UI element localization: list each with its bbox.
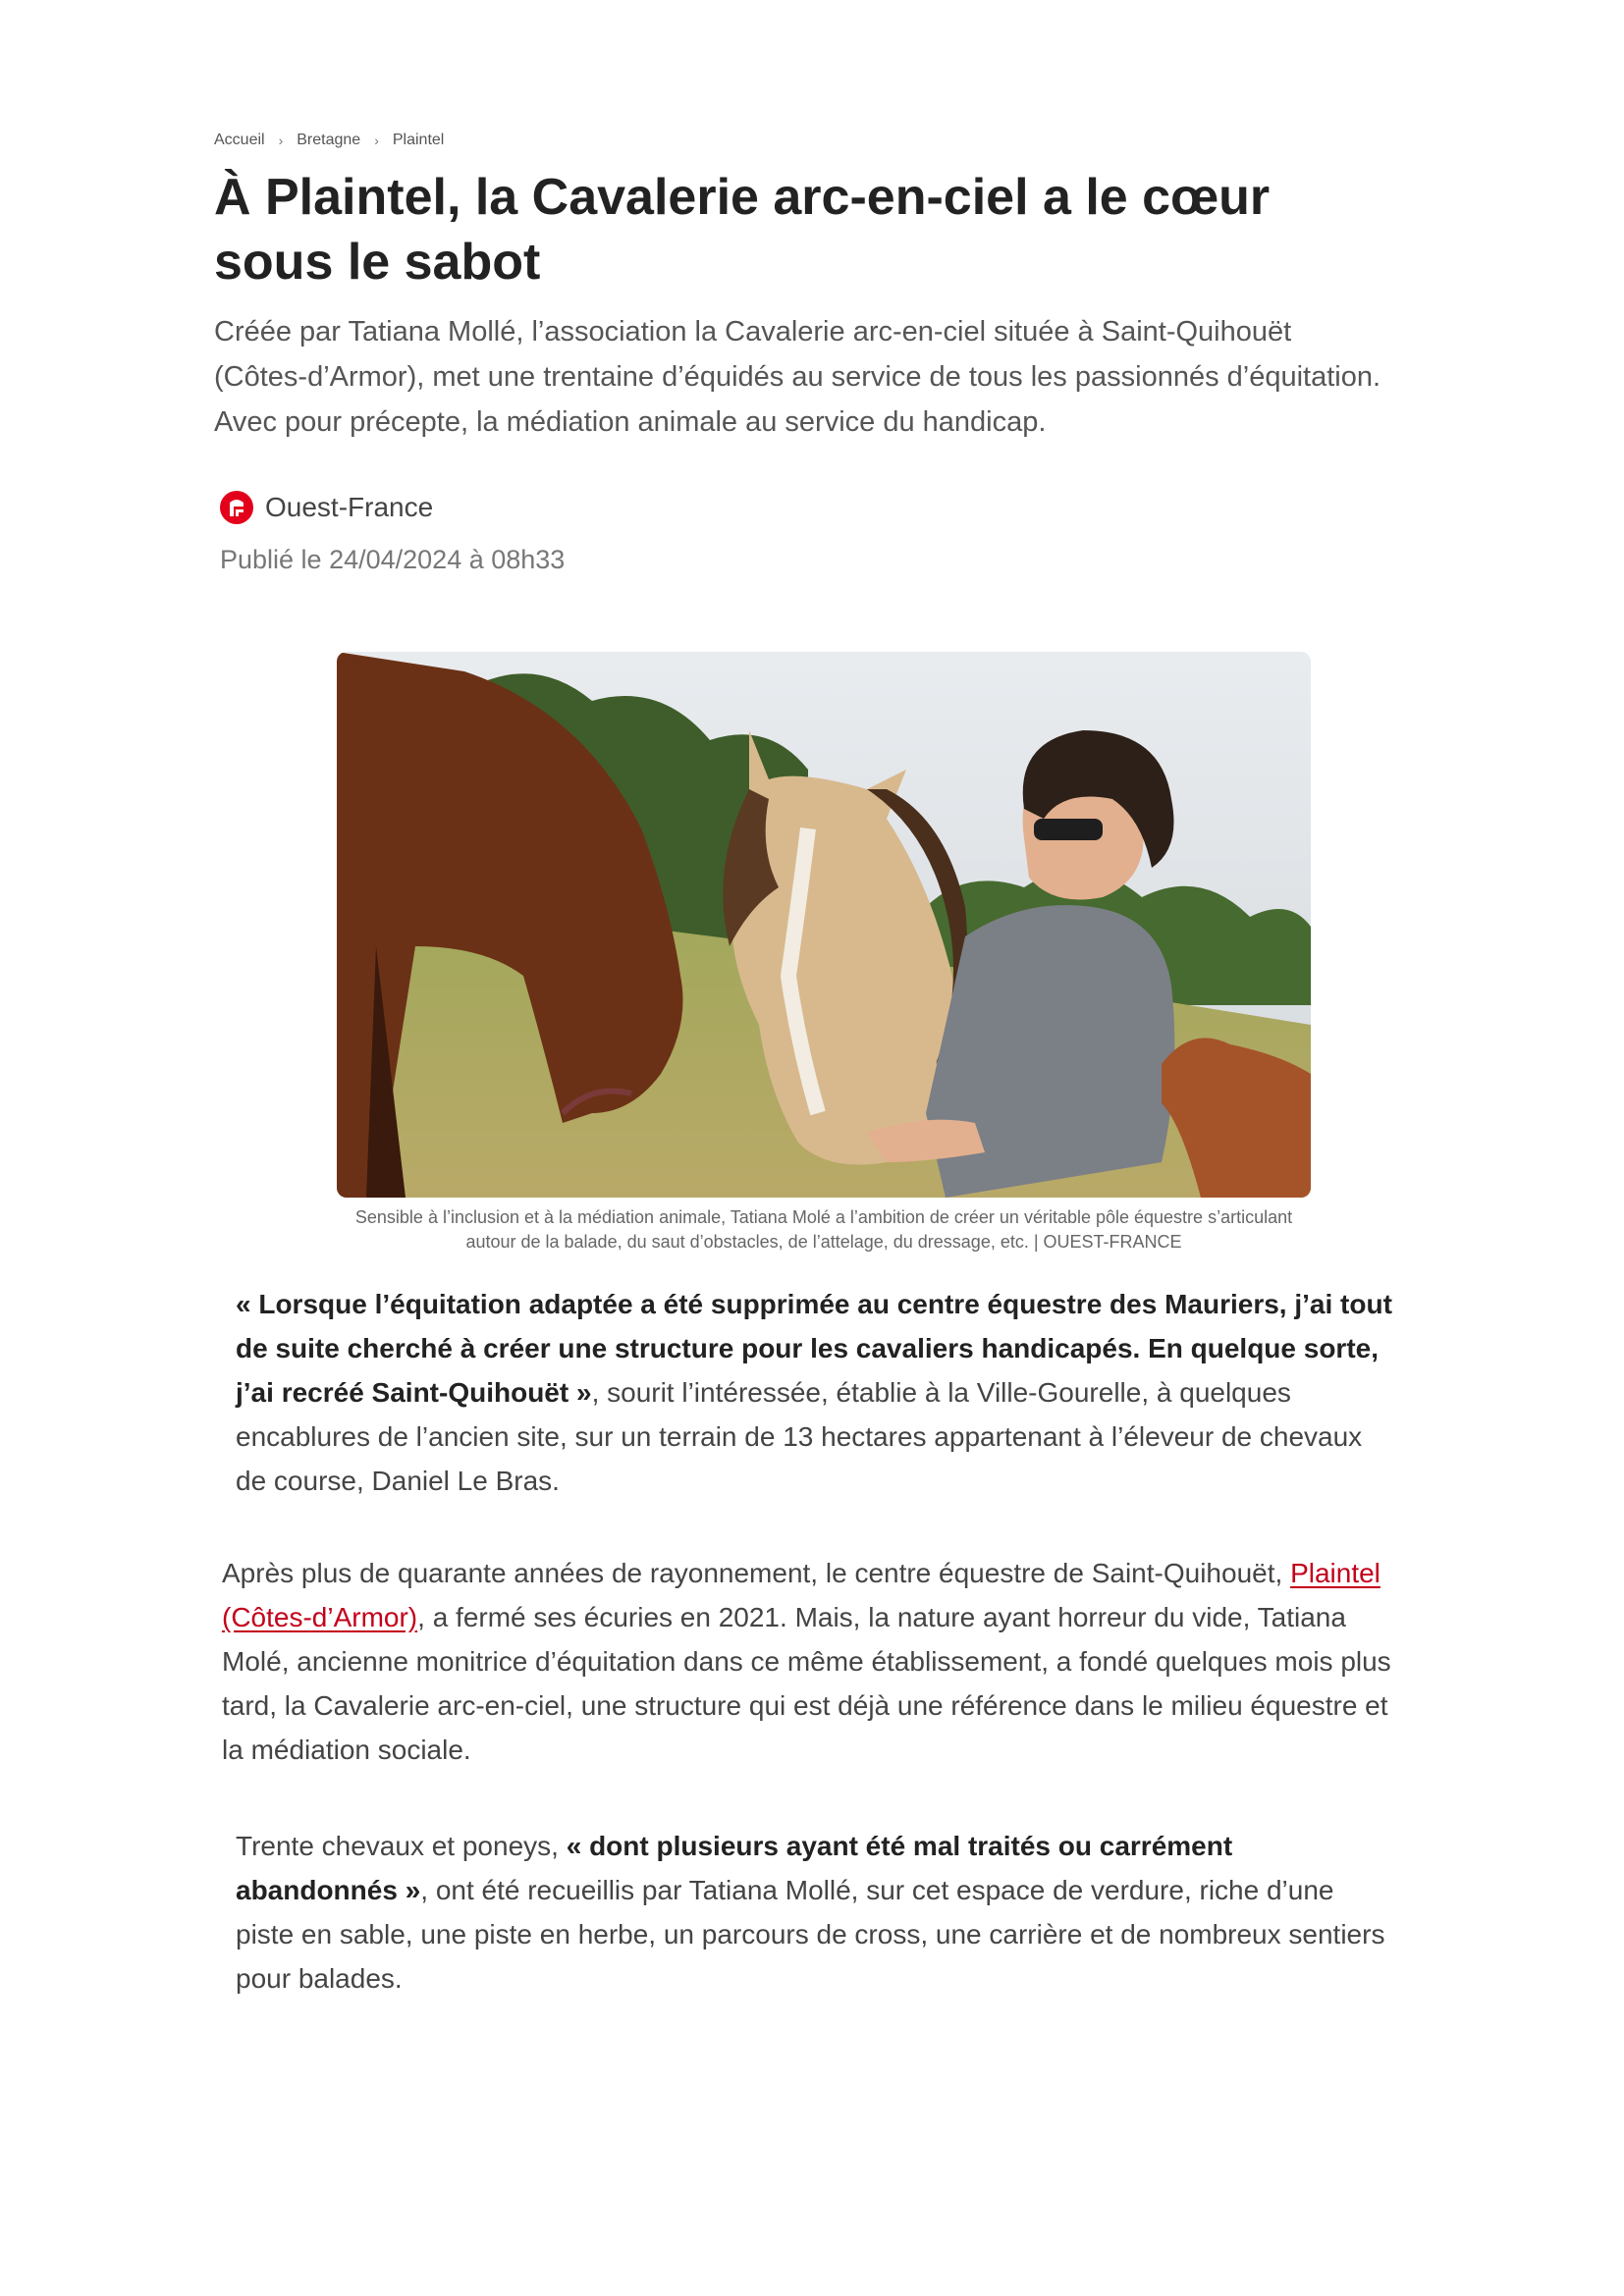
chevron-right-icon: ›: [278, 133, 284, 148]
paragraph-2-text-after: , a fermé ses écuries en 2021. Mais, la nature ayant horreur du vide, Tatiana Molé, ancienne monitrice d’équitation dans ce même établissement, a fondé quelques mois plus tard, la Cavalerie arc-en-ciel, une structure qui est déjà une référence dans le milieu équestre et la médiation sociale.: [222, 1602, 1391, 1765]
article-source[interactable]: [220, 491, 433, 524]
breadcrumb-home-link[interactable]: Accueil: [214, 132, 265, 148]
paragraph-3: [236, 1824, 1394, 2001]
paragraph-3-quote: « dont plusieurs ayant été mal traités ou carrément abandonnés »: [236, 1831, 1233, 1905]
breadcrumb-city-link[interactable]: Plaintel: [392, 132, 445, 148]
published-date: Publié le 24/04/2024 à 08h33: [220, 545, 566, 574]
source-name: Ouest-France: [265, 492, 434, 522]
ouest-france-logo-icon: [220, 491, 253, 524]
article-photo[interactable]: [337, 652, 1311, 1198]
breadcrumb: [214, 132, 444, 149]
chevron-right-icon: ›: [374, 133, 379, 148]
horses-photo-illustration: [337, 652, 1311, 1198]
article-lead: Créée par Tatiana Mollé, l’association la Cavalerie arc-en-ciel située à Saint-Quihouët (Côtes-d’Armor), met une trentaine d’équidés au service de tous les passionnés d’équitation. Avec pour précepte, la médiation animale au service du handicap.: [214, 316, 1381, 438]
breadcrumb-region-link[interactable]: Bretagne: [297, 132, 361, 148]
paragraph-2-text-before: Après plus de quarante années de rayonnement, le centre équestre de Saint-Quihouët,: [222, 1558, 1291, 1588]
photo-caption: Sensible à l’inclusion et à la médiation animale, Tatiana Molé a l’ambition de créer un véritable pôle équestre s’articulant autour de la balade, du saut d’obstacles, de l’attelage, du dressage, etc. | OUEST-FRANCE: [354, 1207, 1293, 1252]
plaintel-link[interactable]: Plaintel (Côtes-d’Armor): [222, 1558, 1380, 1632]
paragraph-2: [222, 1551, 1400, 1772]
paragraph-1-quote: « Lorsque l’équitation adaptée a été supprimée au centre équestre des Mauriers, j’ai tout de suite cherché à créer une structure pour les cavaliers handicapés. En quelque sorte, j’ai recréé Saint-Quihouët »: [236, 1289, 1392, 1408]
paragraph-3-text-before: Trente chevaux et poneys,: [236, 1831, 567, 1861]
paragraph-1: [236, 1282, 1394, 1503]
paragraph-3-text-after: , ont été recueillis par Tatiana Mollé, sur cet espace de verdure, riche d’une piste en sable, une piste en herbe, un parcours de cross, une carrière et de nombreux sentiers pour balades.: [236, 1875, 1385, 1994]
article-title: À Plaintel, la Cavalerie arc-en-ciel a le cœur sous le sabot: [214, 169, 1271, 291]
paragraph-1-text: , sourit l’intéressée, établie à la Ville-Gourelle, à quelques encablures de l’ancien site, sur un terrain de 13 hectares appartenant à l’éleveur de chevaux de course, Daniel Le Bras.: [236, 1377, 1363, 1496]
